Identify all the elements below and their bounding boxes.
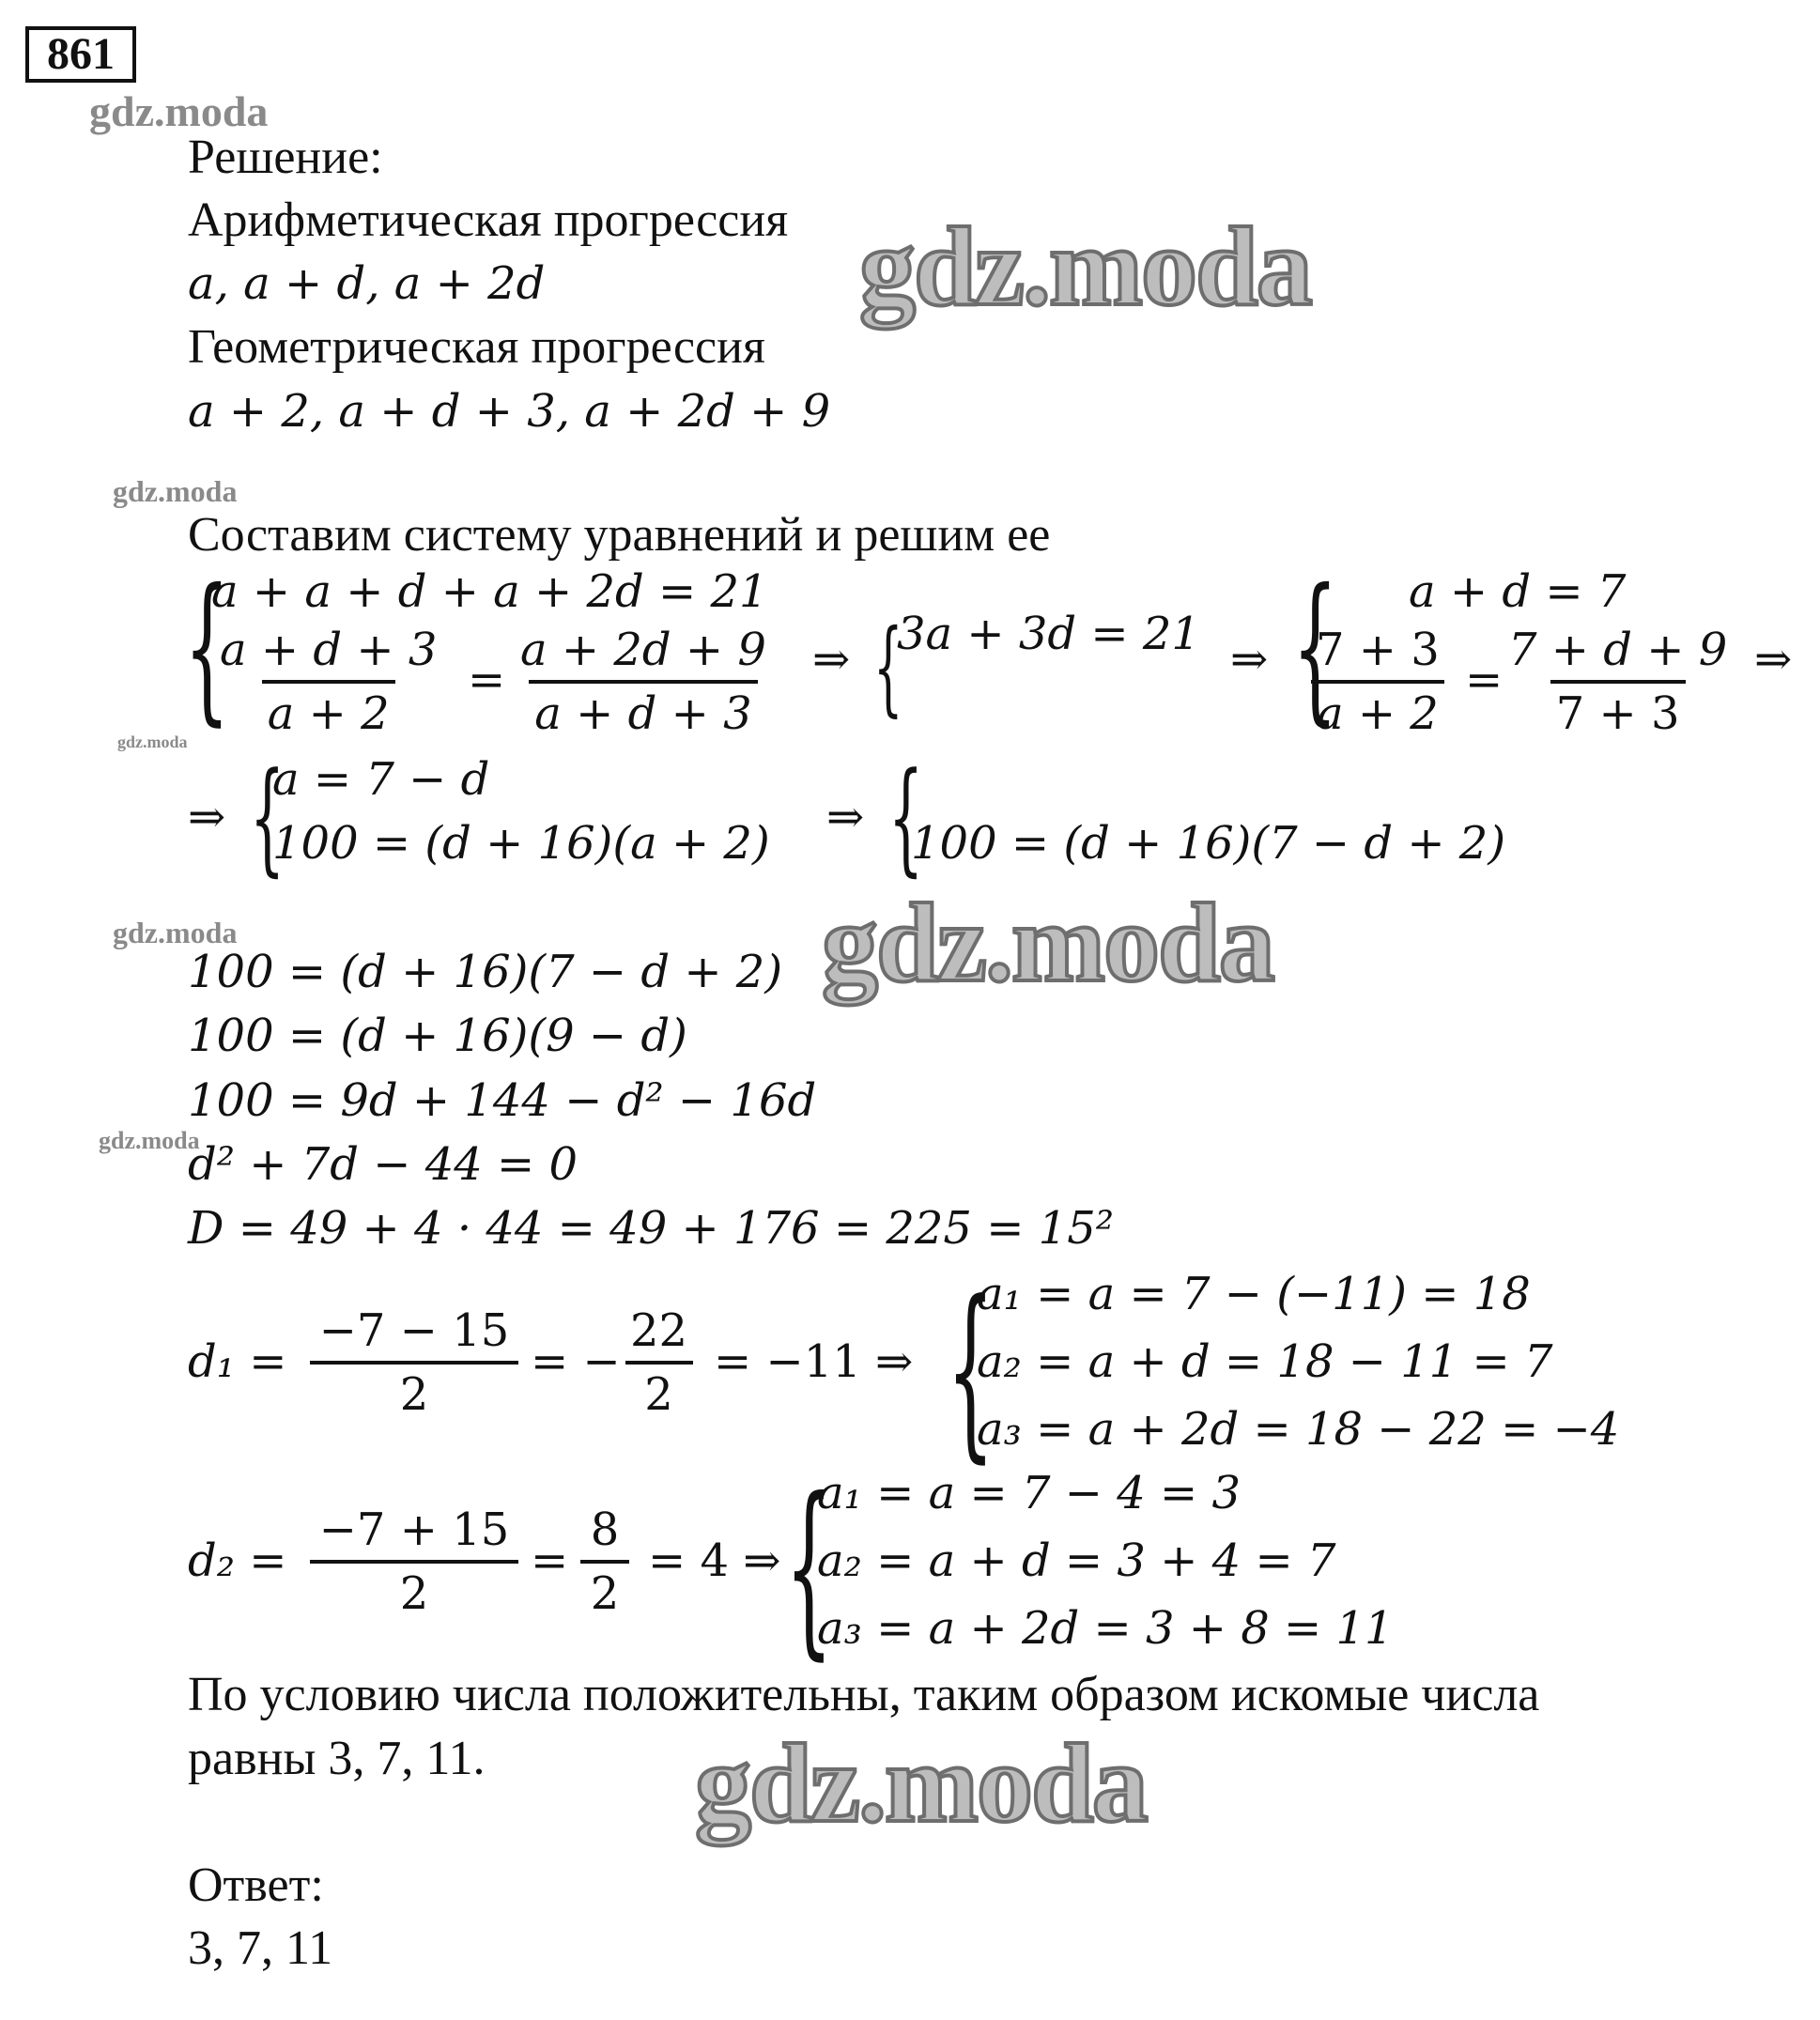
sys4-eq2: 100 = (d + 16)(a + 2) bbox=[272, 817, 770, 870]
conclusion-line-2: равны 3, 7, 11. bbox=[188, 1732, 486, 1785]
sys1-frac1-den: a + 2 bbox=[262, 680, 395, 744]
brace-d1: { bbox=[947, 1261, 995, 1480]
arith-title: Арифметическая прогрессия bbox=[188, 193, 789, 247]
sys3-equals: = bbox=[1465, 654, 1504, 706]
d1-frac1 bbox=[310, 1301, 518, 1425]
sys4-eq1: a = 7 − d bbox=[272, 753, 490, 806]
sys3-eq1: a + d = 7 bbox=[1409, 565, 1627, 618]
watermark-small-4: gdz.moda bbox=[113, 916, 238, 949]
geom-terms: a + 2, a + d + 3, a + 2d + 9 bbox=[188, 385, 831, 438]
watermark-small-3: gdz.moda bbox=[117, 732, 188, 751]
answer-value: 3, 7, 11 bbox=[188, 1921, 333, 1975]
implies-3: ⇒ bbox=[1754, 633, 1793, 686]
implies-4: ⇒ bbox=[188, 791, 226, 843]
sys3-frac1-num: 7 + 3 bbox=[1316, 624, 1440, 676]
d2-frac1 bbox=[310, 1500, 518, 1624]
watermark-big-3: gdz.moda bbox=[695, 1720, 1147, 1845]
system-title: Составим систему уравнений и решим ее bbox=[188, 508, 1051, 562]
eq1: 100 = (d + 16)(7 − d + 2) bbox=[188, 946, 783, 998]
d1-frac1-den: 2 bbox=[310, 1361, 518, 1425]
sys1-frac1 bbox=[214, 620, 442, 744]
answer-label: Ответ: bbox=[188, 1858, 324, 1912]
d2-a1: a₁ = a = 7 − 4 = 3 bbox=[817, 1467, 1242, 1519]
d2-lhs: d₂ = bbox=[188, 1534, 287, 1587]
eq3: 100 = 9d + 144 − d² − 16d bbox=[188, 1074, 817, 1127]
brace-sys1: { bbox=[184, 555, 230, 741]
d1-a1: a₁ = a = 7 − (−11) = 18 bbox=[977, 1268, 1531, 1320]
sys2-eq1: 3a + 3d = 21 bbox=[897, 608, 1200, 660]
watermark-small-1: gdz.moda bbox=[89, 87, 269, 135]
d1-a2: a₂ = a + d = 18 − 11 = 7 bbox=[977, 1335, 1553, 1388]
d2-equals: = bbox=[531, 1534, 569, 1587]
d2-frac2 bbox=[580, 1500, 629, 1624]
d2-a3: a₃ = a + 2d = 3 + 8 = 11 bbox=[817, 1602, 1394, 1655]
sys1-equals: = bbox=[468, 654, 506, 706]
d1-frac2-num: 22 bbox=[630, 1304, 688, 1357]
sys3-frac1 bbox=[1310, 620, 1445, 744]
sys1-frac2-num: a + 2d + 9 bbox=[520, 624, 766, 676]
watermark-big-2: gdz.moda bbox=[822, 880, 1273, 1005]
brace-d2: { bbox=[785, 1458, 833, 1677]
watermark-small-5: gdz.moda bbox=[99, 1127, 200, 1154]
d2-a2: a₂ = a + d = 3 + 4 = 7 bbox=[817, 1534, 1336, 1587]
d1-frac1-num: −7 − 15 bbox=[318, 1304, 510, 1357]
watermark-big-1: gdz.moda bbox=[859, 204, 1311, 329]
sys5-eq2: 100 = (d + 16)(7 − d + 2) bbox=[911, 817, 1506, 870]
arith-terms: a, a + d, a + 2d bbox=[188, 257, 546, 310]
d2-frac1-num: −7 + 15 bbox=[318, 1503, 510, 1556]
d2-rhs: = 4 ⇒ bbox=[648, 1534, 781, 1587]
implies-2: ⇒ bbox=[1230, 633, 1269, 686]
d2-frac1-den: 2 bbox=[310, 1560, 518, 1624]
d2-frac2-num: 8 bbox=[590, 1503, 620, 1556]
conclusion-line-1: По условию числа положительны, таким образом искомые числа bbox=[188, 1668, 1540, 1721]
eq5: D = 49 + 4 · 44 = 49 + 176 = 225 = 15² bbox=[188, 1202, 1114, 1255]
geom-title: Геометрическая прогрессия bbox=[188, 320, 765, 374]
d1-lhs: d₁ = bbox=[188, 1335, 287, 1388]
watermark-small-2: gdz.moda bbox=[113, 474, 238, 508]
implies-1: ⇒ bbox=[812, 633, 851, 686]
sys1-eq1: a + a + d + a + 2d = 21 bbox=[211, 565, 768, 618]
eq2: 100 = (d + 16)(9 − d) bbox=[188, 1010, 687, 1062]
d1-frac2-den: 2 bbox=[625, 1361, 693, 1425]
sys1-frac2 bbox=[515, 620, 772, 744]
sys3-frac1-den: a + 2 bbox=[1311, 680, 1444, 744]
brace-sys4: { bbox=[250, 746, 285, 888]
brace-sys3: { bbox=[1292, 555, 1338, 741]
sys1-frac1-num: a + d + 3 bbox=[220, 624, 438, 676]
d1-rhs: = −11 ⇒ bbox=[714, 1335, 914, 1388]
sys1-frac2-den: a + d + 3 bbox=[529, 680, 757, 744]
implies-5: ⇒ bbox=[826, 791, 865, 843]
problem-number: 861 bbox=[25, 26, 136, 83]
sys3-frac2-den: 7 + 3 bbox=[1550, 680, 1686, 744]
sys3-frac2-num: 7 + d + 9 bbox=[1508, 624, 1728, 676]
eq4: d² + 7d − 44 = 0 bbox=[188, 1138, 578, 1191]
solution-heading: Решение: bbox=[188, 131, 383, 184]
d1-mid: = − bbox=[531, 1335, 621, 1388]
d2-frac2-den: 2 bbox=[580, 1560, 629, 1624]
d1-frac2 bbox=[625, 1301, 693, 1425]
brace-sys2: { bbox=[873, 607, 903, 727]
sys3-frac2 bbox=[1503, 620, 1733, 744]
brace-sys5: { bbox=[888, 746, 924, 888]
d1-a3: a₃ = a + 2d = 18 − 22 = −4 bbox=[977, 1403, 1620, 1456]
